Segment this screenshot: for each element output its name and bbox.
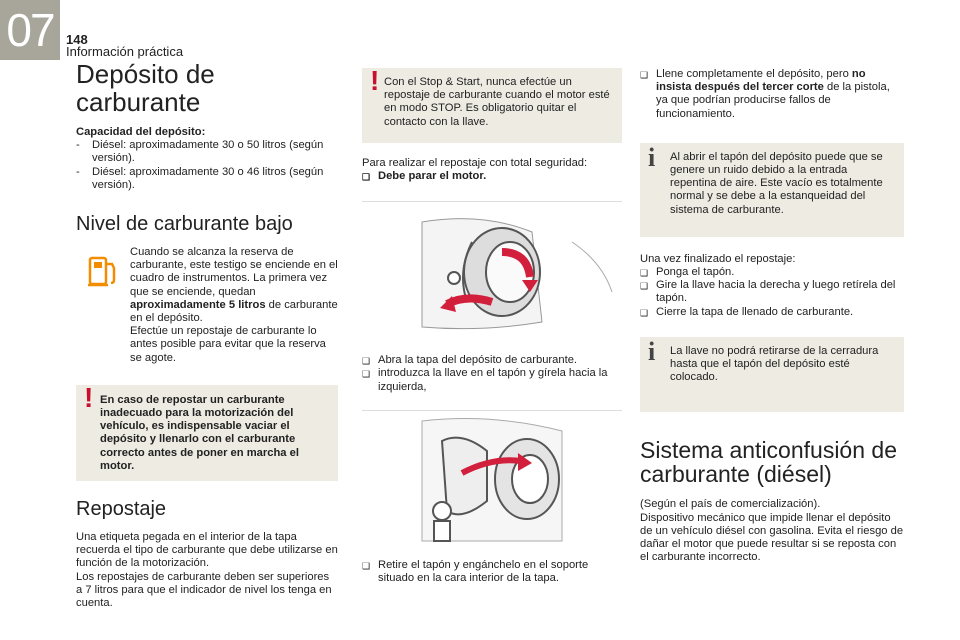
fuel-cap-key-illustration	[362, 202, 622, 344]
fuel-pump-icon	[86, 250, 120, 290]
info-text: Al abrir el tapón del depósito puede que se genere un ruido debido a la entrada repentina de aire. Este vacío es totalmente normal y se debe a la estanqueidad del sistema de carburante.	[670, 150, 883, 216]
fill-list	[640, 68, 904, 121]
list-item: ❑ Abra la tapa del depósito de carburante.	[362, 354, 622, 367]
warning-box	[76, 381, 338, 481]
column-3	[640, 68, 904, 564]
safety-intro: Para realizar el repostaje con total seguridad:	[362, 156, 588, 169]
text: Cuando se alcanza la reserva de carburante, este testigo se enciende en el cuadro de instrumentos. La primera vez que se enciende, quedan	[130, 246, 338, 298]
text: de carburante en el depósito.	[130, 298, 338, 325]
text-bold: aproximadamente 5 litros	[130, 298, 266, 311]
warning-text: Con el Stop & Start, nunca efectúe un repostaje de carburante cuando el motor esté en modo STOP. Es obligatorio quitar el contacto con la llave.	[384, 76, 610, 128]
info-text: La llave no podrá retirarse de la cerradura hasta que el tapón del depósito esté colocado.	[670, 344, 879, 384]
low-fuel-text	[130, 246, 338, 325]
system-text-2: Dispositivo mecánico que impide llenar el depósito de un vehículo diésel con gasolina. Evita el riesgo de dañar el motor que puede resultar si se reposta con el carburante incorrecto.	[640, 511, 904, 564]
list-item: - Diésel: aproximadamente 30 o 50 litros (según versión).	[76, 139, 338, 165]
list-item	[640, 68, 904, 121]
warning-text: En caso de repostar un carburante inadecuado para la motorización del vehículo, es indispensable vaciar el depósito y llenarlo con el carburante correcto antes de poner en marcha el motor.	[100, 393, 299, 472]
refuel-text-2: Los repostajes de carburante deben ser superiores a 7 litros para que el indicador de nivel los tenga en cuenta.	[76, 570, 332, 610]
info-icon: i	[648, 142, 656, 172]
info-box-noise	[640, 143, 904, 237]
remove-cap-list	[362, 559, 622, 585]
column-1	[76, 60, 338, 610]
open-steps-list	[362, 354, 622, 394]
info-icon: i	[648, 336, 656, 366]
capacity-list	[76, 139, 338, 192]
refuel-text: Una etiqueta pegada en el interior de la tapa recuerda el tipo de carburante que debe utilizarse en función de la motorización.	[76, 531, 338, 570]
capacity-label: Capacidad del depósito:	[76, 126, 206, 138]
text: de la pistola, ya que podrían producirse fallos de funcionamiento.	[656, 81, 890, 120]
chapter-title: Información práctica	[66, 44, 184, 59]
illustration-open-cap	[362, 201, 622, 344]
list-item: ❑ Retire el tapón y engánchelo en el soporte situado en la cara interior de la tapa.	[362, 559, 622, 585]
text: Llene completamente el depósito, pero	[656, 68, 849, 80]
fuel-cap-removed-illustration	[362, 411, 622, 549]
list-item: - Diésel: aproximadamente 30 o 46 litros (según versión).	[76, 166, 338, 192]
info-box-key	[640, 337, 904, 413]
list-item: ❑ Gire la llave hacia la derecha y luego retírela del tapón.	[640, 279, 904, 305]
after-intro: Una vez finalizado el repostaje:	[640, 252, 796, 265]
warning-box-stopstart	[362, 65, 622, 143]
page-number: 148	[66, 32, 88, 47]
chapter-tab: 07	[0, 0, 60, 60]
section-title-refuel: Repostaje	[76, 498, 167, 521]
list-item: ❑ introduzca la llave en el tapón y gírela hacia la izquierda,	[362, 367, 622, 393]
page-title: Depósito de carburante	[76, 59, 215, 117]
section-title-low-fuel: Nivel de carburante bajo	[76, 213, 293, 236]
system-text: (Según el país de comercialización).	[640, 498, 821, 511]
list-item: ❑ Cierre la tapa de llenado de carburante.	[640, 306, 904, 319]
low-fuel-block	[76, 246, 338, 365]
stop-list	[362, 170, 622, 183]
illustration-remove-cap	[362, 410, 622, 549]
text-bold: no insista después del tercer corte	[656, 68, 866, 94]
section-title-anti-confusion: Sistema anticonfusión de carburante (diésel)	[640, 437, 897, 488]
warning-icon: !	[370, 65, 380, 96]
column-2	[362, 65, 622, 585]
warning-icon: !	[84, 381, 94, 413]
list-item: ❑ Ponga el tapón.	[640, 266, 904, 279]
after-steps-list	[640, 266, 904, 319]
low-fuel-advice: Efectúe un repostaje de carburante lo antes posible para evitar que la reserva se agote.	[130, 325, 326, 364]
list-item: ❑ Debe parar el motor.	[362, 170, 622, 183]
